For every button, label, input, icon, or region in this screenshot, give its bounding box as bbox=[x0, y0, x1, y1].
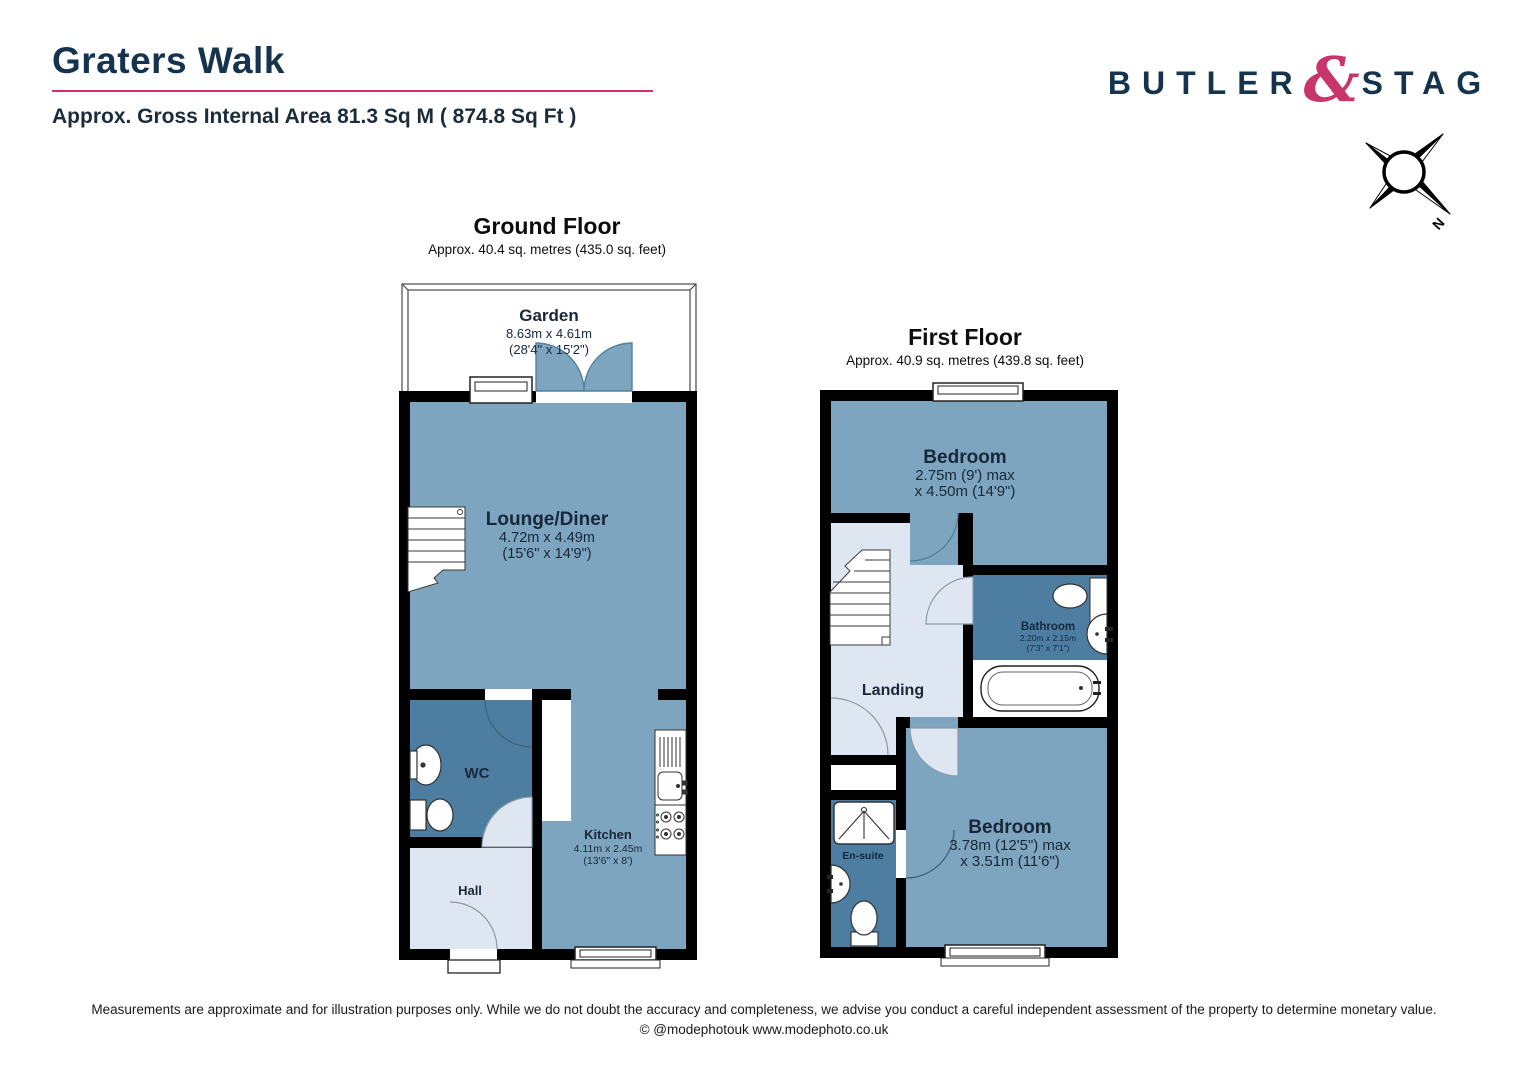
page-title: Graters Walk bbox=[52, 40, 285, 81]
landing-label: Landing bbox=[861, 682, 925, 699]
bedroom2-label: Bedroom bbox=[968, 817, 1052, 838]
kitchen-counter bbox=[655, 730, 687, 855]
bathroom-toilet-icon bbox=[1053, 584, 1087, 608]
ground-floor-area: Approx. 40.4 sq. metres (435.0 sq. feet) bbox=[428, 242, 666, 257]
ensuite-toilet-icon bbox=[851, 901, 878, 946]
compass-rose-icon bbox=[1358, 126, 1458, 236]
front-door-leaf bbox=[448, 960, 500, 973]
kitchen-dims-ft: (13'6" x 8') bbox=[583, 855, 633, 867]
kitchen-dims-m: 4.11m x 2.45m bbox=[573, 843, 643, 855]
bedroom1-window bbox=[933, 383, 1023, 401]
bedroom1-dims-m: 2.75m (9') max bbox=[915, 467, 1015, 484]
wc-label: WC bbox=[464, 765, 490, 782]
hall-label: Hall bbox=[458, 883, 482, 898]
bathtub-icon bbox=[981, 666, 1101, 711]
bedroom2-dims-m: 3.78m (12'5") max bbox=[949, 837, 1071, 854]
gross-area-subtitle: Approx. Gross Internal Area 81.3 Sq M ( 874.8 Sq Ft ) bbox=[52, 105, 577, 128]
butler-stag-logo bbox=[1107, 43, 1493, 118]
ground-floor-plan bbox=[399, 281, 699, 976]
bedroom2-dims-ft: x 3.51m (11'6") bbox=[960, 853, 1060, 870]
shower-icon bbox=[834, 802, 894, 844]
wc-sink-icon bbox=[410, 745, 441, 785]
bathroom-dims-m: 2.20m x 2.15m bbox=[1019, 633, 1077, 643]
compass-north-label: N bbox=[1428, 214, 1448, 233]
disclaimer-text: Measurements are approximate and for illustration purposes only. While we do not doubt the accuracy and completeness, we advise you conduct a careful independent assessment of the property to determine monetary value. bbox=[91, 1002, 1437, 1017]
lounge-dims-ft: (15'6" x 14'9") bbox=[502, 546, 592, 562]
kitchen-window bbox=[571, 947, 660, 968]
ground-floor-title: Ground Floor bbox=[473, 213, 621, 239]
bedroom2-window bbox=[941, 945, 1049, 966]
logo-word-stag: STAG bbox=[1361, 64, 1493, 101]
credit-text: © @modephotouk www.modephoto.co.uk bbox=[639, 1022, 889, 1037]
logo-ampersand-icon: & bbox=[1303, 43, 1360, 116]
closet-area bbox=[831, 765, 896, 790]
first-floor-area: Approx. 40.9 sq. metres (439.8 sq. feet) bbox=[846, 353, 1084, 368]
ensuite-label: En-suite bbox=[842, 850, 884, 862]
lounge-label: Lounge/Diner bbox=[485, 509, 609, 530]
kitchen-label: Kitchen bbox=[584, 827, 632, 842]
bathroom-dims-ft: (7'3" x 7'1") bbox=[1026, 643, 1070, 653]
title-underline bbox=[52, 90, 653, 92]
lounge-window bbox=[470, 377, 532, 403]
logo-word-butler: BUTLER bbox=[1107, 64, 1304, 101]
bedroom1-dims-ft: x 4.50m (14'9") bbox=[914, 483, 1016, 500]
garden-label: Garden bbox=[519, 306, 579, 325]
ground-floor-heading bbox=[397, 213, 697, 257]
garden-dims-m: 8.63m x 4.61m bbox=[506, 326, 592, 341]
bedroom1-label: Bedroom bbox=[923, 447, 1007, 468]
void-area bbox=[542, 700, 571, 821]
kitchen-hob-icon bbox=[655, 805, 686, 855]
first-floor-heading bbox=[815, 324, 1115, 368]
wc-toilet-icon bbox=[410, 799, 453, 831]
hall-floor bbox=[410, 848, 532, 949]
first-floor-plan bbox=[820, 382, 1120, 977]
garden-dims-ft: (28'4" x 15'2") bbox=[509, 342, 589, 357]
lounge-dims-m: 4.72m x 4.49m bbox=[499, 530, 595, 546]
bathroom-label: Bathroom bbox=[1020, 621, 1076, 633]
first-floor-title: First Floor bbox=[908, 324, 1022, 350]
